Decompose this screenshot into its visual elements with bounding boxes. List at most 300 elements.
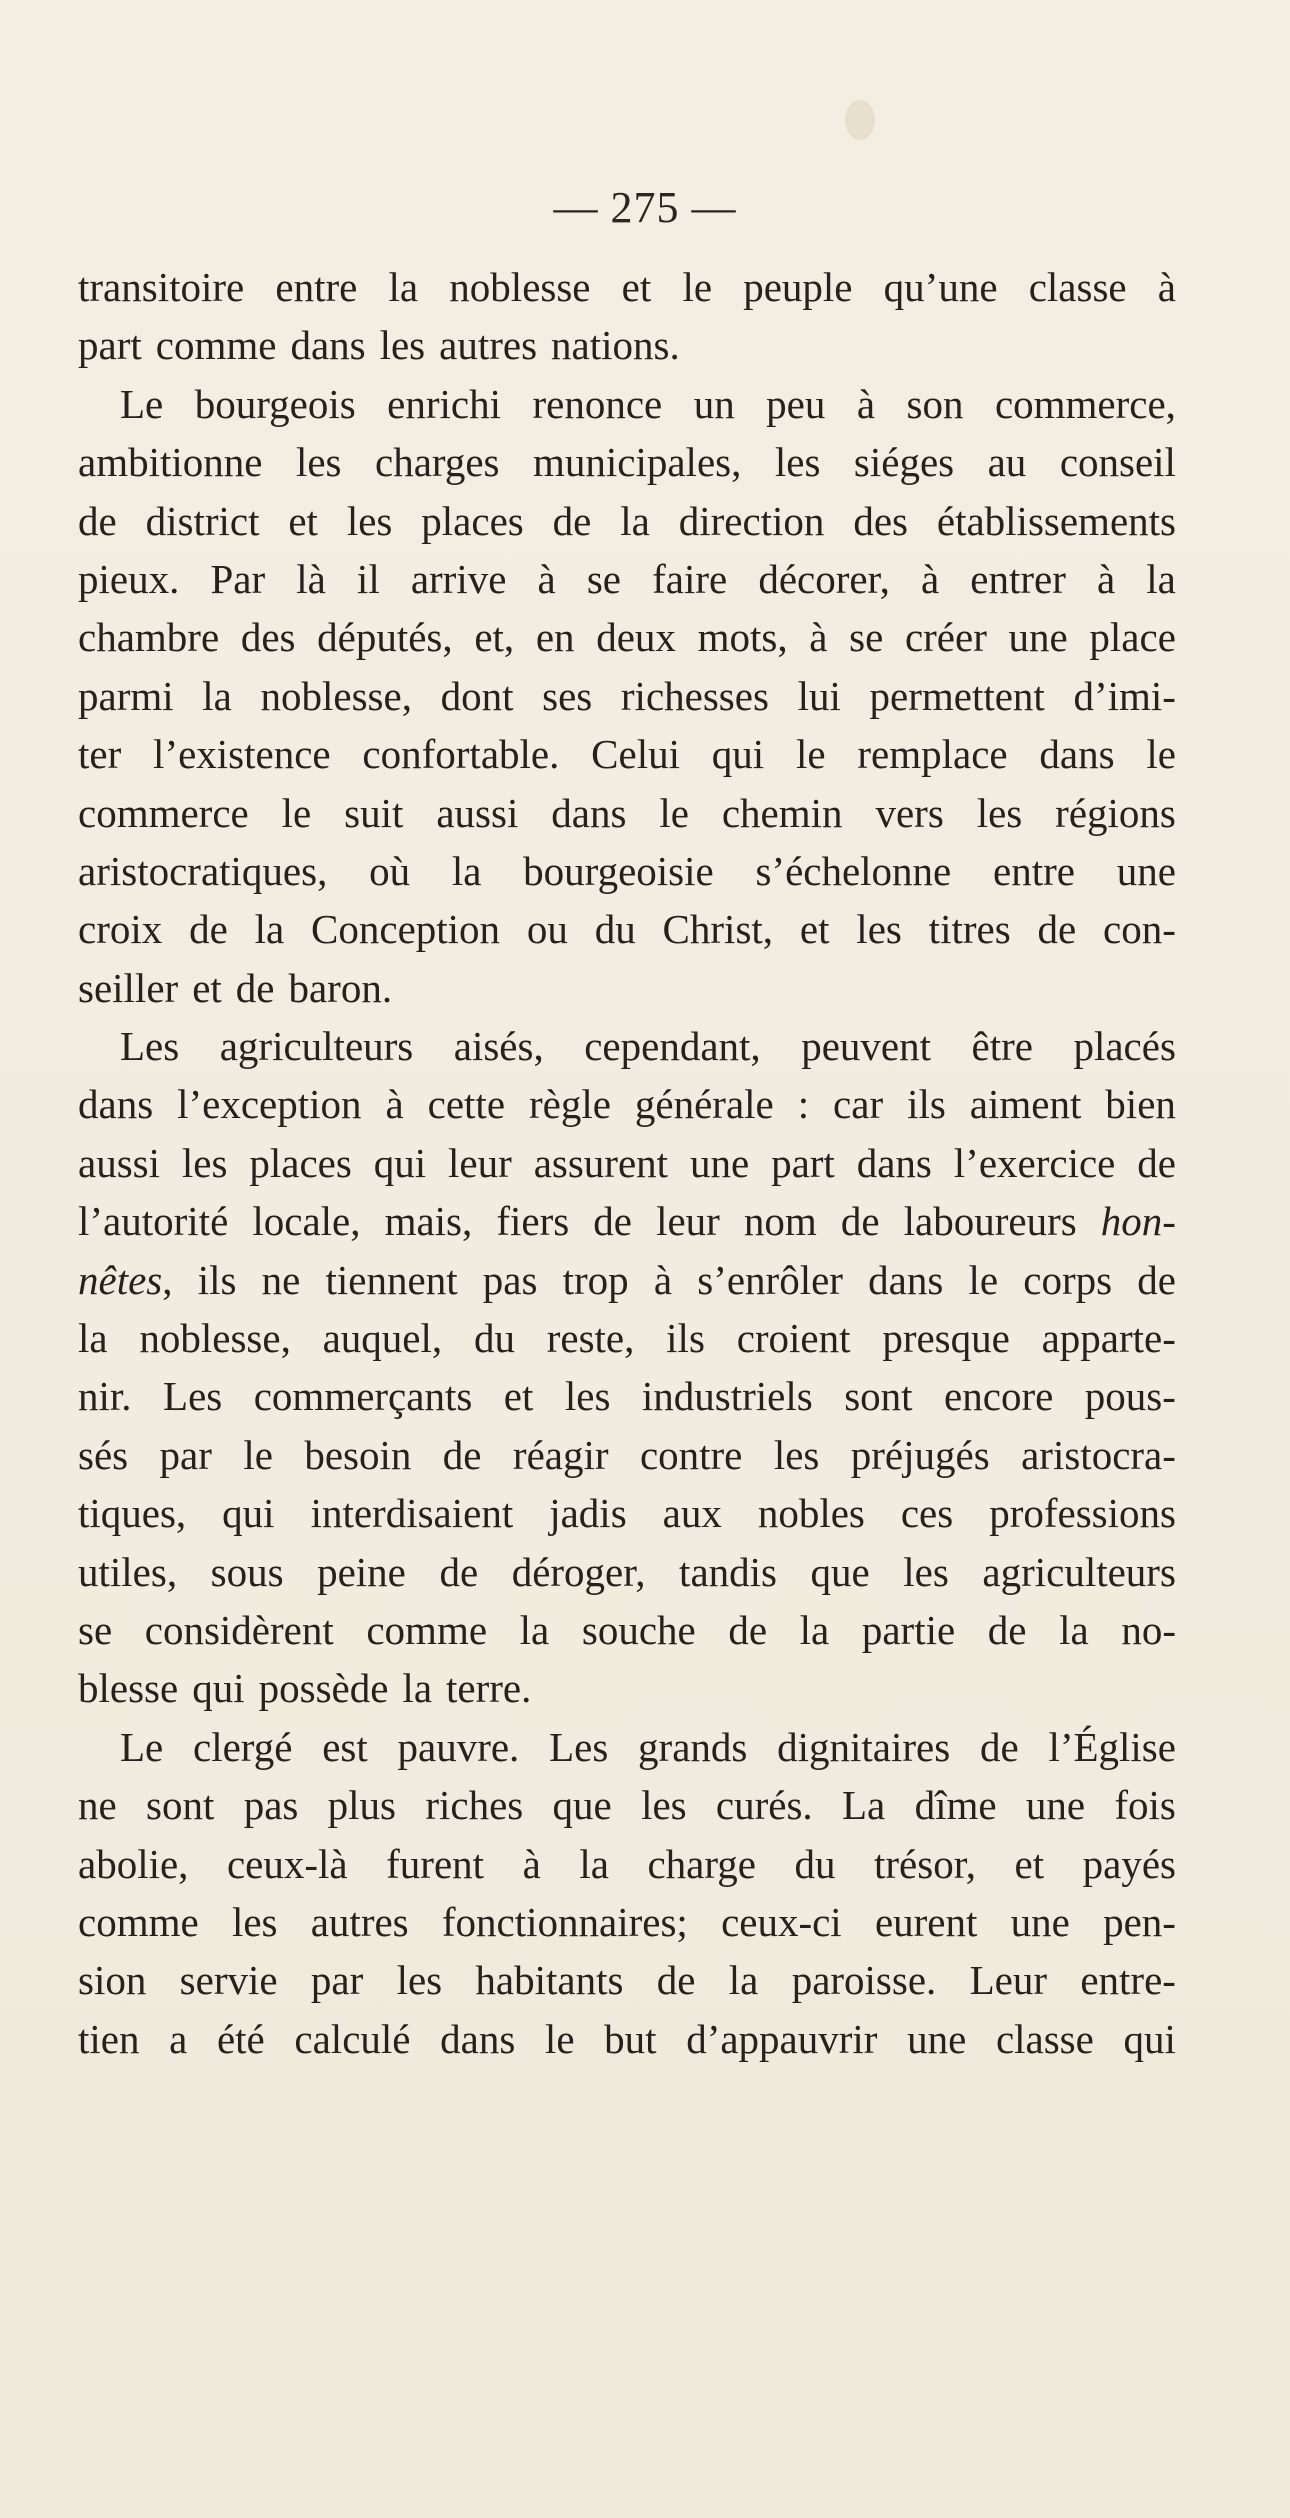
word: parmi <box>78 672 174 719</box>
word: partie <box>861 1606 956 1653</box>
word: renonce <box>532 380 663 427</box>
word: transitoire <box>78 264 245 310</box>
word: une <box>1008 614 1068 661</box>
word: nêtes, <box>78 1256 173 1303</box>
text-line <box>78 316 1176 374</box>
word: de <box>593 1198 632 1245</box>
word: créer <box>904 614 987 661</box>
word: Conception <box>311 906 501 953</box>
word: qui <box>373 1139 427 1186</box>
word: du <box>794 1840 836 1887</box>
text-line <box>78 1367 1176 1425</box>
word: les <box>856 906 902 953</box>
word: à <box>522 1840 541 1887</box>
text-line <box>78 784 1176 842</box>
word: commerce, <box>994 380 1176 427</box>
word: comme <box>366 1606 488 1653</box>
word: du <box>594 906 636 953</box>
word: municipales, <box>532 439 742 486</box>
text-line <box>78 1426 1176 1484</box>
word: les <box>379 322 426 369</box>
word: pas <box>482 1256 538 1303</box>
word: sous <box>210 1548 284 1595</box>
word: aussi <box>436 789 519 836</box>
word: de <box>439 1548 479 1595</box>
word: se <box>78 1606 113 1653</box>
word: entre <box>993 847 1075 894</box>
word: dignitaires <box>777 1723 951 1770</box>
word: reste, <box>546 1315 635 1362</box>
word: la <box>728 1957 759 2004</box>
word: le <box>281 789 312 836</box>
text-line <box>78 1601 1176 1659</box>
word: le <box>659 789 689 836</box>
word: abolie, <box>78 1840 189 1887</box>
word: assurent <box>533 1139 669 1186</box>
word: ceux-ci <box>721 1898 842 1945</box>
paper-stain <box>845 100 875 140</box>
word: de <box>728 1606 768 1653</box>
word: députés, <box>317 614 453 661</box>
text-line <box>78 1075 1176 1133</box>
word: part <box>771 1139 835 1186</box>
word: no- <box>1121 1606 1176 1653</box>
word: siéges <box>853 439 955 486</box>
word: les <box>396 1957 443 2004</box>
word: riches <box>425 1782 524 1829</box>
word: cette <box>427 1081 506 1128</box>
word: de <box>1137 1256 1176 1303</box>
word: le <box>1146 731 1176 778</box>
word: la <box>451 847 482 894</box>
word: Par <box>210 555 266 602</box>
word: au <box>987 439 1027 486</box>
word: et <box>503 1373 534 1420</box>
word: charge <box>647 1840 756 1887</box>
text-line <box>78 1718 1176 1776</box>
word: la <box>402 1665 433 1712</box>
word: mots, <box>697 614 788 661</box>
word: furent <box>386 1840 485 1887</box>
word: réagir <box>512 1431 609 1478</box>
word: hon- <box>1100 1198 1176 1245</box>
text-line <box>78 1893 1176 1951</box>
word: baron. <box>288 964 393 1011</box>
word: Les <box>549 1723 609 1770</box>
word: Les <box>120 1023 180 1070</box>
word: sés <box>78 1431 129 1478</box>
word: possède <box>258 1665 389 1712</box>
word: une <box>1025 1782 1086 1829</box>
word: classe <box>1028 264 1127 310</box>
word: a <box>169 2015 188 2062</box>
word: la <box>78 1315 108 1362</box>
word: charges <box>375 439 500 486</box>
text-line <box>78 492 1176 550</box>
word: qui <box>1123 2015 1176 2062</box>
word: commerçants <box>253 1373 473 1420</box>
word: considèrent <box>144 1606 334 1653</box>
word: peuvent <box>801 1023 931 1070</box>
word: décorer, <box>758 555 890 602</box>
word: bourgeoisie <box>523 847 714 894</box>
word: sont <box>146 1782 215 1829</box>
text-line <box>78 258 1176 316</box>
text-line <box>78 550 1176 608</box>
word: de <box>656 1957 696 2004</box>
word: curés. <box>715 1782 813 1829</box>
word: le <box>795 731 826 778</box>
word: part <box>78 322 142 369</box>
word: à <box>809 614 828 661</box>
word: tien <box>78 2015 140 2062</box>
word: besoin <box>304 1431 412 1478</box>
word: aristocratiques, <box>78 847 328 894</box>
word: les <box>976 789 1023 836</box>
word: une <box>1116 847 1176 894</box>
word: eurent <box>874 1898 978 1945</box>
word: de <box>840 1198 880 1245</box>
text-line <box>78 1484 1176 1542</box>
word: à <box>537 555 556 602</box>
word: plus <box>327 1782 397 1829</box>
word: calculé <box>294 2015 411 2062</box>
word: qui <box>192 1665 245 1712</box>
text-line <box>78 1017 1176 1075</box>
word: la <box>202 672 232 719</box>
word: la <box>388 264 419 310</box>
word: remplace <box>857 731 1008 778</box>
word: places <box>249 1139 352 1186</box>
word: à <box>856 380 876 427</box>
text-line <box>78 1659 1176 1717</box>
word: la <box>1146 555 1176 602</box>
word: et, <box>474 614 515 661</box>
text-line <box>78 1309 1176 1367</box>
text-line <box>78 433 1176 491</box>
word: aux <box>662 1490 722 1537</box>
word: dans <box>868 1256 944 1303</box>
text-line <box>78 959 1176 1017</box>
word: la <box>519 1606 550 1653</box>
word: fois <box>1114 1782 1176 1829</box>
word: ils <box>666 1315 705 1362</box>
text-line <box>78 725 1176 783</box>
word: servie <box>179 1957 278 2004</box>
word: faire <box>652 555 728 602</box>
word: payés <box>1082 1840 1176 1887</box>
word: d’appauvrir <box>686 2015 878 2062</box>
word: aisés, <box>453 1023 544 1070</box>
word: but <box>604 2015 657 2062</box>
word: à <box>920 555 940 602</box>
word: permettent <box>869 672 1045 719</box>
word: à <box>385 1081 404 1128</box>
word: district <box>145 497 260 544</box>
word: une <box>907 2015 967 2062</box>
text-line <box>78 1134 1176 1192</box>
word: ils <box>907 1081 946 1128</box>
word: terre. <box>446 1665 532 1712</box>
word: pen- <box>1103 1898 1176 1945</box>
word: de <box>979 1723 1019 1770</box>
word: l’existence <box>153 731 331 778</box>
word: l’autorité <box>78 1198 229 1245</box>
word: une <box>689 1139 750 1186</box>
word: et <box>1014 1840 1045 1887</box>
word: entre- <box>1080 1957 1176 2004</box>
word: un <box>693 380 735 427</box>
word: où <box>369 847 411 894</box>
word: les <box>641 1782 687 1829</box>
word: de <box>235 964 275 1011</box>
word: peine <box>317 1548 406 1595</box>
word: ter <box>78 731 122 778</box>
word: utiles, <box>78 1548 178 1595</box>
word: et <box>192 964 222 1011</box>
text-line <box>78 1951 1176 2009</box>
word: nobles <box>757 1490 865 1537</box>
word: fiers <box>496 1198 570 1245</box>
word: leur <box>656 1198 720 1245</box>
word: bourgeois <box>194 380 356 427</box>
word: et <box>621 264 652 310</box>
word: agriculteurs <box>982 1548 1176 1595</box>
word: dont <box>440 672 514 719</box>
word: de <box>1137 1139 1176 1186</box>
word: ses <box>542 672 593 719</box>
word: l’exception <box>177 1081 362 1128</box>
word: titres <box>928 906 1011 953</box>
word: les <box>774 439 821 486</box>
word: la <box>799 1606 830 1653</box>
word: deux <box>596 614 676 661</box>
text-line <box>78 2010 1176 2068</box>
body-text <box>78 258 1176 2068</box>
word: croix <box>78 906 163 953</box>
word: Le <box>120 1723 164 1770</box>
word: noblesse <box>449 264 591 310</box>
word: commerce <box>78 789 249 836</box>
word: se <box>849 614 884 661</box>
word: de <box>987 1606 1027 1653</box>
word: entre <box>275 264 358 310</box>
word: les <box>181 1139 228 1186</box>
word: conseil <box>1059 439 1176 486</box>
word: chambre <box>78 614 220 661</box>
word: confortable. <box>362 731 560 778</box>
word: con- <box>1103 906 1176 953</box>
word: croient <box>736 1315 851 1362</box>
word: le <box>682 264 713 310</box>
word: chemin <box>721 789 843 836</box>
word: ils <box>197 1256 237 1303</box>
word: dans <box>1039 731 1115 778</box>
text-line <box>78 667 1176 725</box>
word: préjugés <box>850 1431 990 1478</box>
word: déroger, <box>511 1548 646 1595</box>
word: dîme <box>914 1782 997 1829</box>
word: des <box>240 614 296 661</box>
word: : <box>797 1081 810 1128</box>
word: dans <box>856 1139 932 1186</box>
word: se <box>586 555 621 602</box>
text-line <box>78 1543 1176 1601</box>
word: suit <box>344 789 404 836</box>
word: tandis <box>679 1548 777 1595</box>
word: être <box>971 1023 1033 1070</box>
word: le <box>243 1431 273 1478</box>
word: ne <box>78 1782 117 1829</box>
word: Leur <box>969 1957 1048 2004</box>
word: Le <box>120 380 164 427</box>
word: à <box>653 1256 673 1303</box>
word: locale, <box>252 1198 361 1245</box>
word: peu <box>766 380 826 427</box>
word: de <box>442 1431 482 1478</box>
word: de <box>1037 906 1077 953</box>
word: contre <box>639 1431 743 1478</box>
word: Celui <box>591 731 680 778</box>
word: le <box>968 1256 999 1303</box>
word: corps <box>1023 1256 1113 1303</box>
word: presque <box>882 1315 1010 1362</box>
word: les <box>564 1373 611 1420</box>
word: par <box>310 1957 364 2004</box>
word: placés <box>1073 1023 1176 1070</box>
word: direction <box>678 497 825 544</box>
word: en <box>535 614 575 661</box>
word: pauvre. <box>397 1723 520 1770</box>
word: qui <box>711 731 765 778</box>
word: dans <box>551 789 627 836</box>
word: comme <box>155 322 277 369</box>
word: interdisaient <box>310 1490 514 1537</box>
word: seiller <box>78 964 179 1011</box>
word: ceux-là <box>226 1840 348 1887</box>
word: grands <box>638 1723 748 1770</box>
word: ne <box>261 1256 301 1303</box>
word: laboureurs <box>903 1198 1077 1245</box>
word: le <box>544 2015 575 2062</box>
word: place <box>1089 614 1176 661</box>
word: ambitionne <box>78 439 263 486</box>
word: autres <box>439 322 538 369</box>
word: que <box>552 1782 612 1829</box>
text-line <box>78 1251 1176 1309</box>
word: nir. <box>78 1373 132 1420</box>
word: les <box>231 1898 278 1945</box>
word: la <box>579 1840 609 1887</box>
word: et <box>288 497 318 544</box>
page-number: — 275 — <box>553 183 737 232</box>
word: Les <box>163 1373 223 1420</box>
word: professions <box>989 1490 1176 1537</box>
word: tiques, <box>78 1490 187 1537</box>
word: une <box>1010 1898 1070 1945</box>
word: la <box>620 497 650 544</box>
word: entrer <box>970 555 1066 602</box>
word: l’Église <box>1048 1723 1176 1770</box>
word: pieux. <box>78 555 180 602</box>
word: l’exercice <box>953 1139 1116 1186</box>
word: du <box>473 1315 515 1362</box>
word: enrichi <box>387 380 501 427</box>
word: vers <box>875 789 944 836</box>
word: pas <box>243 1782 299 1829</box>
word: nations. <box>551 322 680 369</box>
word: générale <box>634 1081 774 1128</box>
word: cependant, <box>584 1023 761 1070</box>
word: dans <box>78 1081 154 1128</box>
word: Christ, <box>662 906 774 953</box>
word: les <box>773 1431 820 1478</box>
word: apparte- <box>1041 1315 1176 1362</box>
word: paroisse. <box>791 1957 937 2004</box>
word: la <box>1059 1606 1089 1653</box>
word: noblesse, <box>139 1315 291 1362</box>
word: nom <box>743 1198 817 1245</box>
word: auquel, <box>322 1315 443 1362</box>
word: qu’une <box>883 264 998 310</box>
word: la <box>254 906 285 953</box>
word: et <box>799 906 830 953</box>
word: La <box>842 1782 886 1829</box>
word: dans <box>440 2015 516 2062</box>
text-line <box>78 900 1176 958</box>
word: été <box>216 2015 265 2062</box>
text-line <box>78 1835 1176 1893</box>
word: s’échelonne <box>755 847 952 894</box>
word: noblesse, <box>260 672 412 719</box>
word: là <box>296 555 326 602</box>
word: blesse <box>78 1665 179 1712</box>
word: car <box>833 1081 884 1128</box>
word: fonctionnaires; <box>441 1898 688 1945</box>
word: les <box>346 497 393 544</box>
word: à <box>1096 555 1116 602</box>
word: qui <box>222 1490 275 1537</box>
word: sont <box>844 1373 913 1420</box>
word: établissements <box>936 497 1176 544</box>
text-line <box>78 1776 1176 1834</box>
word: agriculteurs <box>219 1023 414 1070</box>
word: d’imi- <box>1073 672 1176 719</box>
word: lui <box>797 672 841 719</box>
word: richesses <box>620 672 769 719</box>
word: trop <box>562 1256 629 1303</box>
word: par <box>159 1431 212 1478</box>
word: encore <box>944 1373 1054 1420</box>
word: classe <box>995 2015 1094 2062</box>
word: aristocra- <box>1021 1431 1176 1478</box>
word: s’enrôler <box>697 1256 843 1303</box>
word: bien <box>1105 1081 1176 1128</box>
word: pous- <box>1084 1373 1176 1420</box>
text-line <box>78 1192 1176 1250</box>
text-line <box>78 842 1176 900</box>
word: ou <box>526 906 568 953</box>
word: sion <box>78 1957 147 2004</box>
word: régions <box>1055 789 1176 836</box>
word: que <box>810 1548 870 1595</box>
word: peuple <box>743 264 853 310</box>
word: de <box>189 906 228 953</box>
word: comme <box>78 1898 199 1945</box>
word: leur <box>448 1139 512 1186</box>
word: est <box>322 1723 368 1770</box>
word: souche <box>581 1606 696 1653</box>
